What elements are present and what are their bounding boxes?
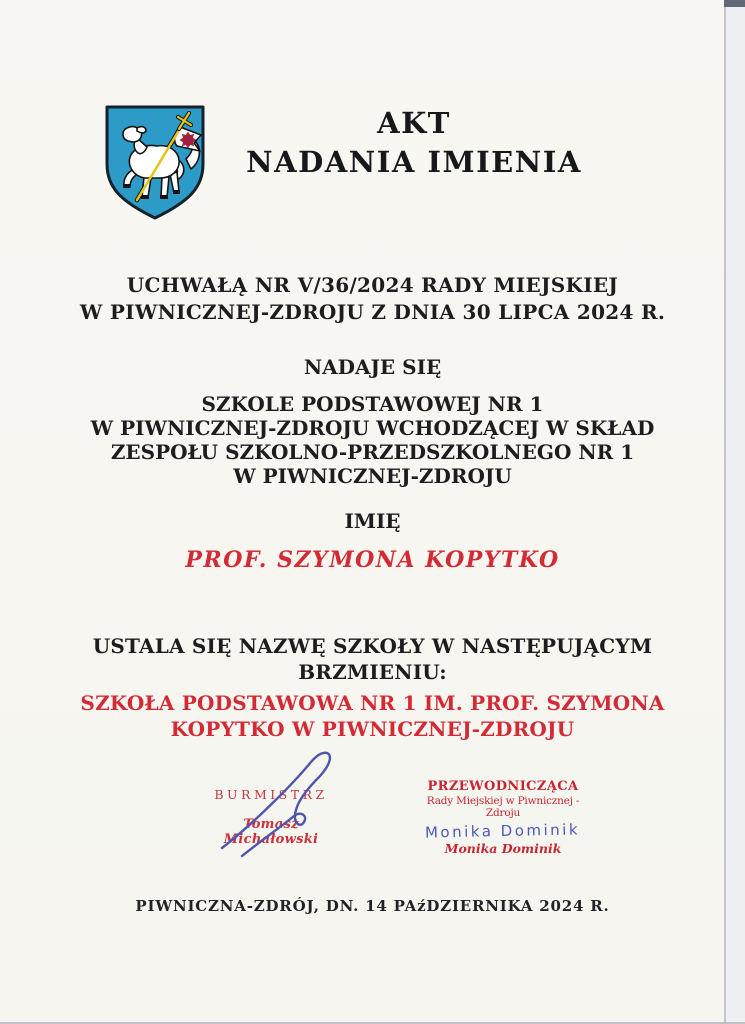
title-line-2: NADANIA IMIENIA xyxy=(246,145,582,179)
place-date-line: PIWNICZNA-ZDRÓJ, DN. 14 PAźDZIERNIKA 2024 R. xyxy=(135,897,610,915)
resolution-reference xyxy=(0,272,745,326)
school-name-intro xyxy=(0,633,745,685)
new-school-name xyxy=(0,690,745,742)
recipient-line: SZKOLE PODSTAWOWEJ NR 1 xyxy=(201,392,544,416)
coat-of-arms-icon xyxy=(101,100,209,224)
page-title xyxy=(244,104,584,182)
recipient-line: W PIWNICZNEJ-ZDROJU xyxy=(233,464,512,488)
mayor-role-stamp: BURMISTRZ xyxy=(214,787,328,802)
granted-name: PROF. SZYMONA KOPYTKO xyxy=(185,547,560,573)
name-label: IMIĘ xyxy=(344,509,401,533)
scan-right-edge-line xyxy=(724,4,726,1024)
school-name-intro-line-2: BRZMIENIU: xyxy=(298,660,447,684)
mayor-name-stamp: Tomasz Michałowski xyxy=(223,817,319,847)
scan-right-shade xyxy=(726,0,745,1024)
grant-heading: NADAJE SIĘ xyxy=(303,355,442,379)
recipient-line: ZESPOŁU SZKOLNO-PRZEDSZKOLNEGO NR 1 xyxy=(110,440,635,464)
resolution-line-2: W PIWNICZNEJ-ZDROJU Z DNIA 30 LIPCA 2024 R. xyxy=(79,300,666,324)
signature-block-chairwoman xyxy=(413,779,593,856)
title-line-1: AKT xyxy=(377,106,451,140)
chairwoman-role-stamp: PRZEWODNICZĄCA xyxy=(427,779,579,794)
resolution-line-1: UCHWAŁĄ NR V/36/2024 RADY MIEJSKIEJ xyxy=(126,273,619,297)
chairwoman-handwritten-signature: Monika Dominik xyxy=(425,820,581,842)
school-name-line-2: KOPYTKO W PIWNICZNEJ-ZDROJU xyxy=(170,717,575,741)
chairwoman-subtitle-stamp: Rady Miejskiej w Piwnicznej - Zdroju xyxy=(426,795,580,819)
scan-top-right-corner xyxy=(724,0,745,7)
signature-block-mayor xyxy=(201,787,341,847)
school-name-intro-line-1: USTALA SIĘ NAZWĘ SZKOŁY W NASTĘPUJĄCYM xyxy=(92,634,653,658)
recipient-line: W PIWNICZNEJ-ZDROJU WCHODZĄCEJ W SKŁAD xyxy=(90,416,655,440)
school-name-line-1: SZKOŁA PODSTAWOWA NR 1 IM. PROF. SZYMONA xyxy=(80,691,665,715)
chairwoman-name-stamp: Monika Dominik xyxy=(444,841,562,856)
grant-recipient xyxy=(0,392,745,488)
